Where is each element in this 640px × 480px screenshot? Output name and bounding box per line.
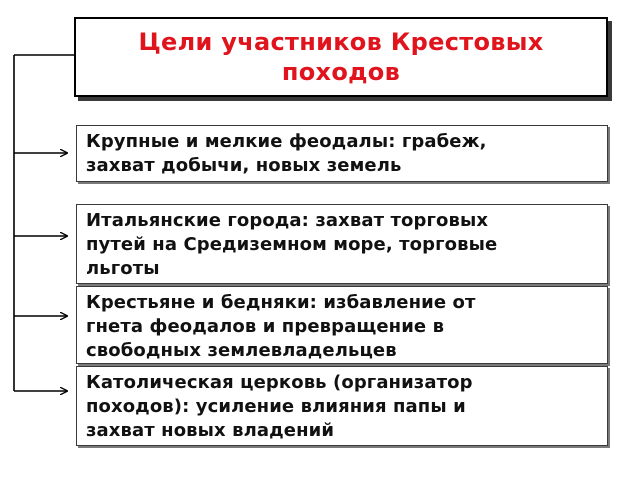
goal-text: Католическая церковь (организатор походов): усиление влияния папы и захват новых владений (86, 372, 473, 441)
goal-text: Крестьяне и бедняки: избавление от гнета феодалов и превращение в свободных землевладельцев (86, 292, 476, 361)
diagram-title: Цели участников Крестовых походов (138, 28, 544, 86)
goal-box-italian-cities (76, 204, 608, 284)
goal-text: Итальянские города: захват торговых путей на Средиземном море, торговые льготы (86, 210, 498, 279)
goal-box-peasants (76, 286, 608, 364)
goal-box-feudals (76, 125, 608, 182)
goal-text: Крупные и мелкие феодалы: грабеж, захват добычи, новых земель (86, 131, 487, 176)
title-box (74, 17, 608, 97)
goal-box-catholic-church (76, 366, 608, 446)
